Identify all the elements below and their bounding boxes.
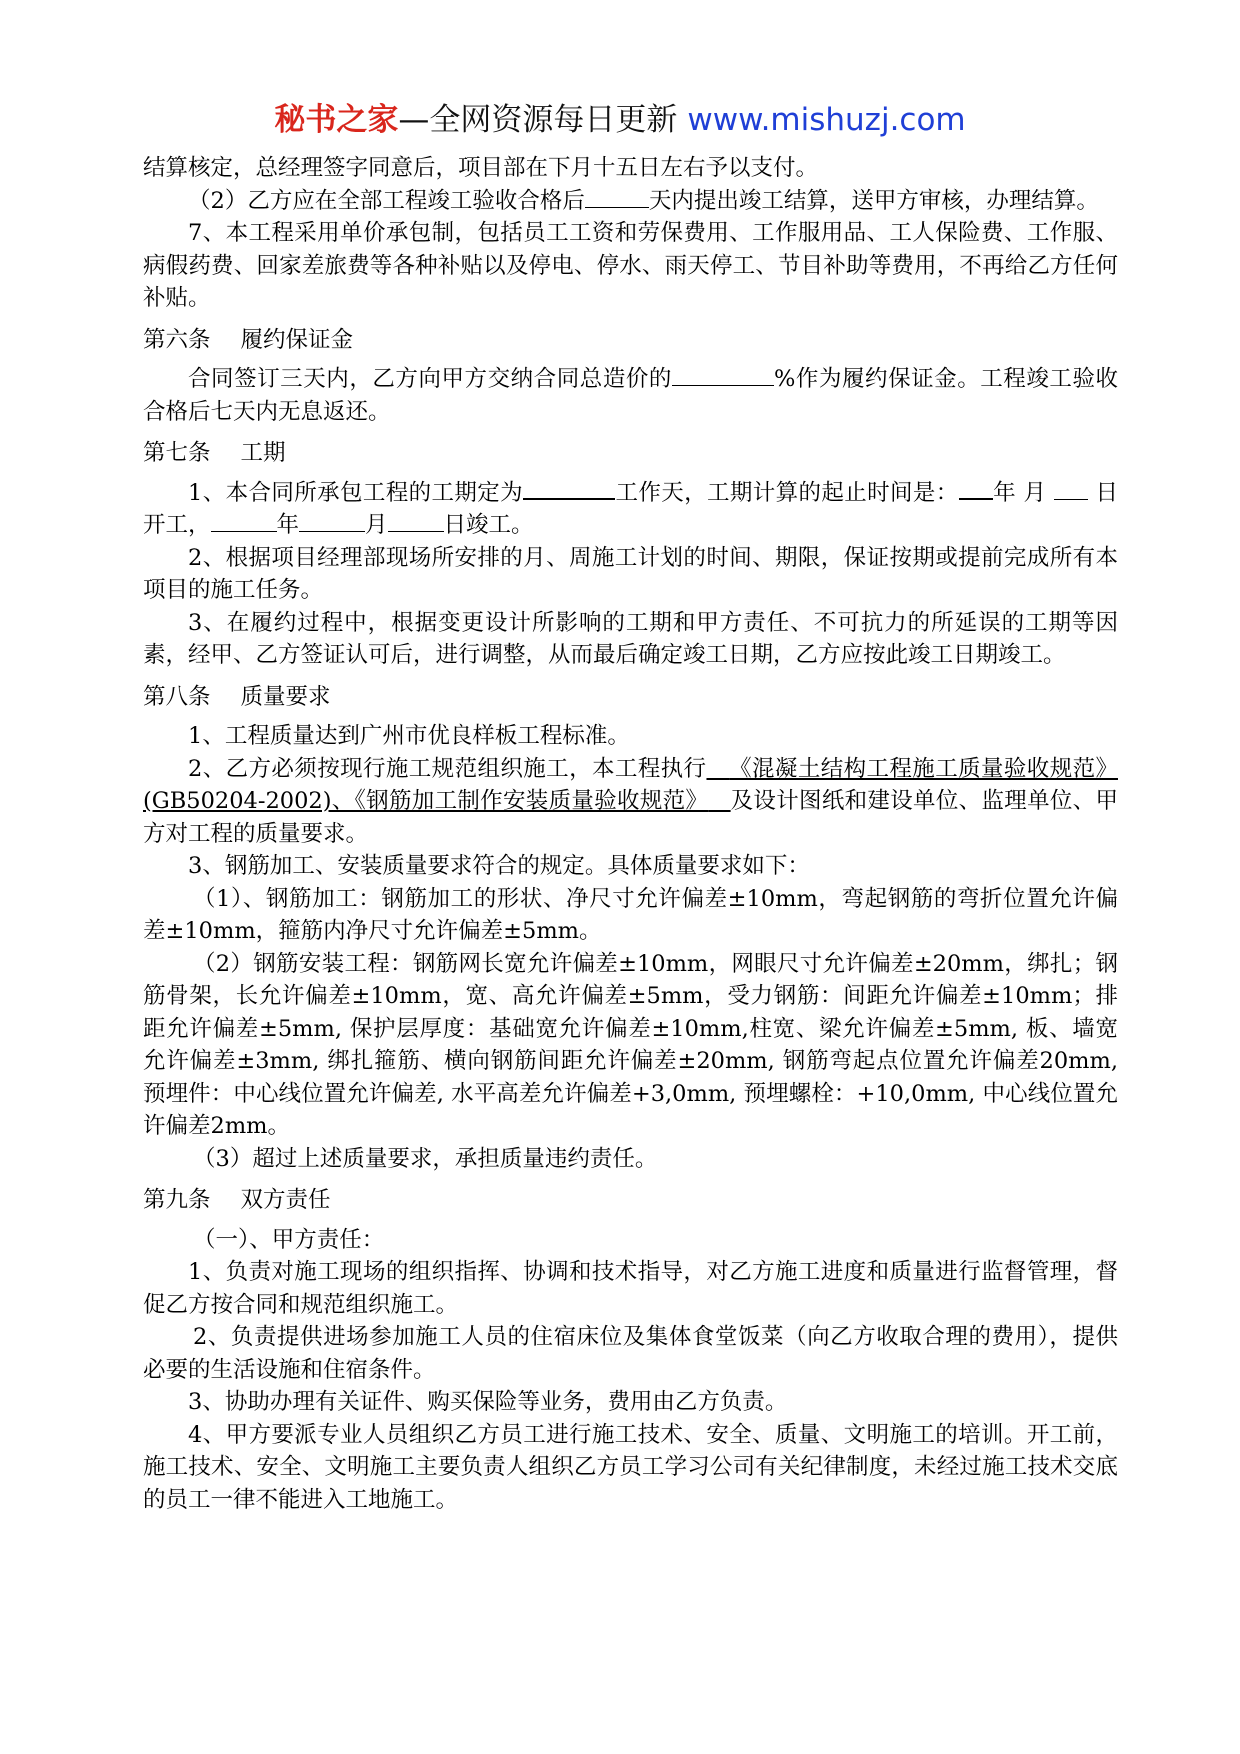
paragraph-adjustment: 3、在履约过程中，根据变更设计所影响的工期和甲方责任、不可抗力的所延误的工期等因素，经甲、乙方签证认可后，进行调整，从而最后确定竣工日期，乙方应按此竣工日期竣工。 bbox=[143, 609, 1118, 668]
paragraph-quality-codes: 2、乙方必须按现行施工规范组织施工，本工程执行 《混凝土结构工程施工质量验收规范》(GB50204-2002)、《钢筋加工制作安装质量验收规范》 及设计图纸和建设单位、监理单位、甲方对工程的质量要求。 bbox=[143, 755, 1118, 847]
site-banner bbox=[0, 100, 1240, 140]
brand-name: 秘书之家 bbox=[274, 102, 399, 138]
blank-start-month-field bbox=[1054, 479, 1088, 500]
blank-end-month-field bbox=[299, 511, 365, 532]
paragraph-rebar-installation: （2）钢筋安装工程：钢筋网长宽允许偏差±10mm，网眼尺寸允许偏差±20mm，绑扎；钢筋骨架，长允许偏差±10mm，宽、高允许偏差±5mm，受力钢筋：间距允许偏差±10mm；排距允许偏差±5mm, 保护层厚度：基础宽允许偏差±10mm,柱宽、梁允许偏差±5mm, 板、墙宽允许偏差±3mm, 绑扎箍筋、横向钢筋间距允许偏差±20mm, 钢筋弯起点位置允许偏差20mm, 预埋件：中心线位置允许偏差, 水平高差允许偏差+3,0mm, 预埋螺栓：+10,0mm, 中心线位置允许偏差2mm。 bbox=[143, 950, 1118, 1139]
paragraph-settlement-approval: 结算核定，总经理签字同意后，项目部在下月十五日左右予以支付。 bbox=[143, 155, 819, 181]
paragraph-final-settlement: （2）乙方应在全部工程竣工验收合格后 天内提出竣工结算，送甲方审核，办理结算。 bbox=[188, 187, 1099, 214]
paragraph-party-a-2: 2、负责提供进场参加施工人员的住宿床位及集体食堂饭菜（向乙方收取合理的费用），提供必要的生活设施和住宿条件。 bbox=[143, 1324, 1118, 1383]
underlined-code-reference: 《混凝土结构工程施工质量验收规范》(GB50204-2002)、《钢筋加工制作安装质量验收规范》 bbox=[143, 755, 1118, 814]
blank-percent-field bbox=[672, 365, 774, 386]
document-body bbox=[143, 152, 1118, 1516]
paragraph-schedule: 2、根据项目经理部现场所安排的月、周施工计划的时间、期限，保证按期或提前完成所有本项目的施工任务。 bbox=[143, 544, 1118, 603]
paragraph-rebar-processing: （1）、钢筋加工：钢筋加工的形状、净尺寸允许偏差±10mm，弯起钢筋的弯折位置允许偏差±10mm，箍筋内净尺寸允许偏差±5mm。 bbox=[143, 885, 1118, 944]
paragraph-performance-bond: 合同签订三天内，乙方向甲方交纳合同总造价的 %作为履约保证金。工程竣工验收合格后七天内无息返还。 bbox=[143, 366, 1118, 425]
banner-tagline: —全网资源每日更新 bbox=[398, 102, 678, 138]
section-heading-6: 第六条 履约保证金 bbox=[143, 326, 354, 353]
paragraph-unit-price: 7、本工程采用单价承包制，包括员工工资和劳保费用、工作服用品、工人保险费、工作服、病假药费、回家差旅费等各种补贴以及停电、停水、雨天停工、节目补助等费用，不再给乙方任何补贴。 bbox=[143, 220, 1118, 311]
blank-end-day-field bbox=[388, 511, 444, 532]
blank-days-field bbox=[585, 187, 649, 208]
section-heading-9: 第九条 双方责任 bbox=[143, 1187, 331, 1213]
paragraph-duration: 1、本合同所承包工程的工期定为 工作天，工期计算的起止时间是： 年 月 日开工， 年 月 日竣工。 bbox=[143, 479, 1118, 538]
paragraph-quality-liability: （3）超过上述质量要求，承担质量违约责任。 bbox=[193, 1145, 658, 1172]
section-heading-8: 第八条 质量要求 bbox=[143, 683, 331, 710]
section-heading-7: 第七条 工期 bbox=[143, 440, 286, 466]
paragraph-party-a-1: 1、负责对施工现场的组织指挥、协调和技术指导，对乙方施工进度和质量进行监督管理，督促乙方按合同和规范组织施工。 bbox=[143, 1259, 1118, 1318]
site-url-link[interactable]: www.mishuzj.com bbox=[687, 102, 966, 138]
subheading-party-a: （一）、甲方责任： bbox=[193, 1226, 385, 1253]
blank-workdays-field bbox=[523, 478, 615, 500]
blank-end-year-field bbox=[211, 511, 277, 532]
paragraph-rebar-requirements: 3、钢筋加工、安装质量要求符合的规定。具体质量要求如下： bbox=[188, 853, 810, 879]
blank-start-year-field bbox=[959, 478, 993, 500]
paragraph-party-a-4: 4、甲方要派专业人员组织乙方员工进行施工技术、安全、质量、文明施工的培训。开工前，施工技术、安全、文明施工主要负责人组织乙方员工学习公司有关纪律制度，未经过施工技术交底的员工一律不能进入工地施工。 bbox=[143, 1421, 1118, 1513]
paragraph-party-a-3: 3、协助办理有关证件、购买保险等业务，费用由乙方负责。 bbox=[188, 1389, 788, 1415]
paragraph-quality-standard: 1、工程质量达到广州市优良样板工程标准。 bbox=[188, 723, 630, 749]
